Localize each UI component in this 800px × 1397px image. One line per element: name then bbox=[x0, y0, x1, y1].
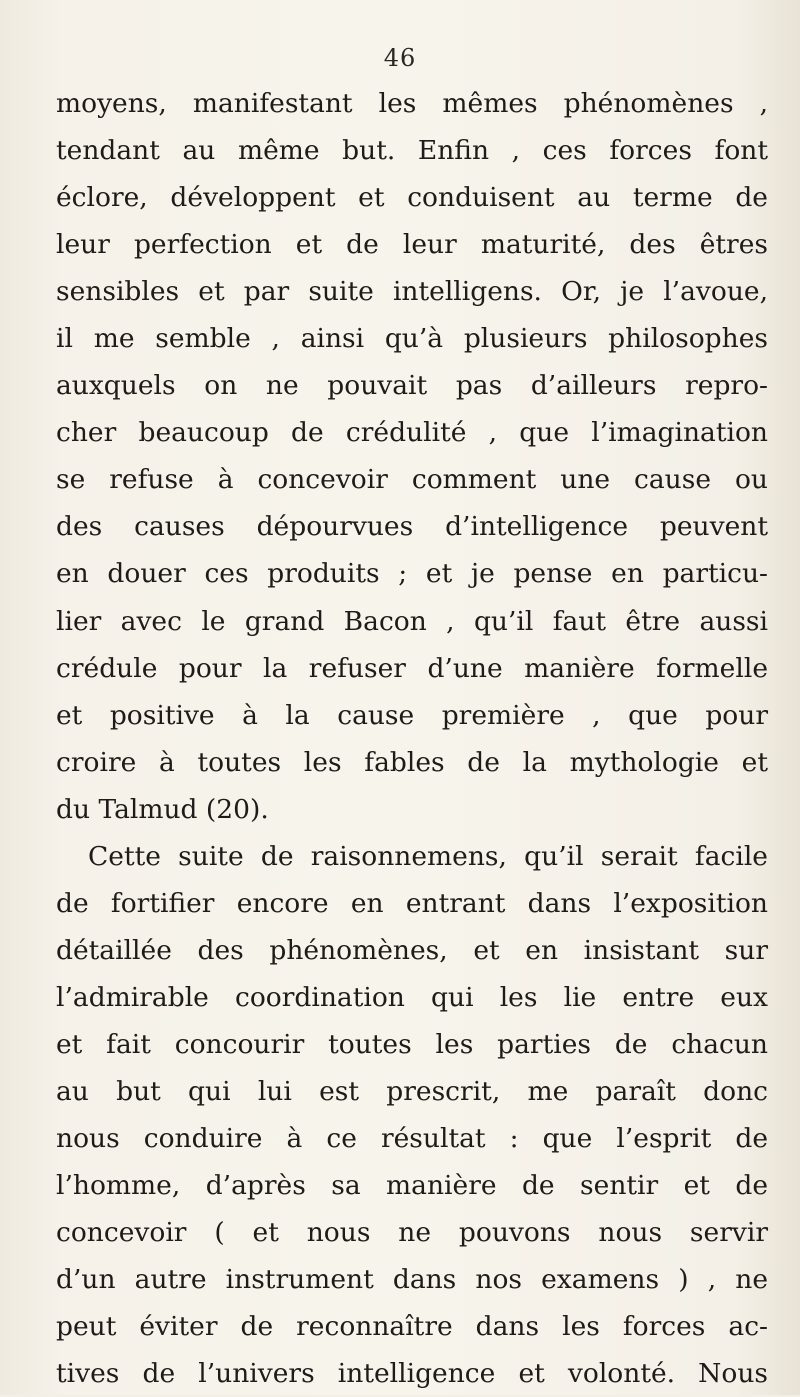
text-line: peut éviter de reconnaître dans les forces ac- bbox=[56, 1311, 768, 1343]
text-line: et positive à la cause première , que pour bbox=[56, 699, 768, 731]
text-line: tives de l’univers intelligence et volonté. Nous bbox=[56, 1358, 768, 1390]
text-line: auxquels on ne pouvait pas d’ailleurs repro- bbox=[56, 370, 768, 402]
page-number: 46 bbox=[383, 44, 417, 72]
text-line: de fortifier encore en entrant dans l’exposition bbox=[56, 887, 768, 919]
text-line-paragraph-start: Cette suite de raisonnemens, qu’il serait facile bbox=[88, 840, 768, 872]
text-line: cher beaucoup de crédulité , que l’imagination bbox=[56, 417, 768, 449]
text-line: éclore, développent et conduisent au terme de bbox=[56, 182, 768, 214]
text-line: moyens, manifestant les mêmes phénomènes , bbox=[56, 88, 768, 119]
text-line: leur perfection et de leur maturité, des êtres bbox=[56, 229, 768, 261]
text-line: concevoir ( et nous ne pouvons nous servir bbox=[56, 1217, 768, 1249]
text-line: croire à toutes les fables de la mythologie et bbox=[56, 746, 768, 778]
text-line: crédule pour la refuser d’une manière formelle bbox=[56, 652, 768, 684]
text-line: et fait concourir toutes les parties de chacun bbox=[56, 1028, 768, 1060]
text-line: tendant au même but. Enfin , ces forces font bbox=[56, 135, 768, 167]
text-line: lier avec le grand Bacon , qu’il faut être aussi bbox=[56, 605, 768, 637]
text-line: au but qui lui est prescrit, me paraît donc bbox=[56, 1075, 768, 1107]
text-line: se refuse à concevoir comment une cause ou bbox=[56, 464, 768, 496]
text-line: en douer ces produits ; et je pense en particu- bbox=[56, 558, 768, 590]
text-line: d’un autre instrument dans nos examens ) , ne bbox=[56, 1264, 768, 1296]
text-line: l’homme, d’après sa manière de sentir et de bbox=[56, 1170, 768, 1202]
text-line-paragraph-end: du Talmud (20). bbox=[56, 793, 269, 825]
text-line: des causes dépourvues d’intelligence peuvent bbox=[56, 511, 768, 543]
text-line: l’admirable coordination qui les lie entre eux bbox=[56, 981, 768, 1013]
body-text bbox=[56, 80, 768, 1397]
text-line: détaillée des phénomènes, et en insistant sur bbox=[56, 934, 768, 966]
text-line: sensibles et par suite intelligens. Or, je l’avoue, bbox=[56, 276, 768, 308]
text-line: il me semble , ainsi qu’à plusieurs philosophes bbox=[56, 323, 768, 355]
text-line: nous conduire à ce résultat : que l’esprit de bbox=[56, 1123, 768, 1155]
